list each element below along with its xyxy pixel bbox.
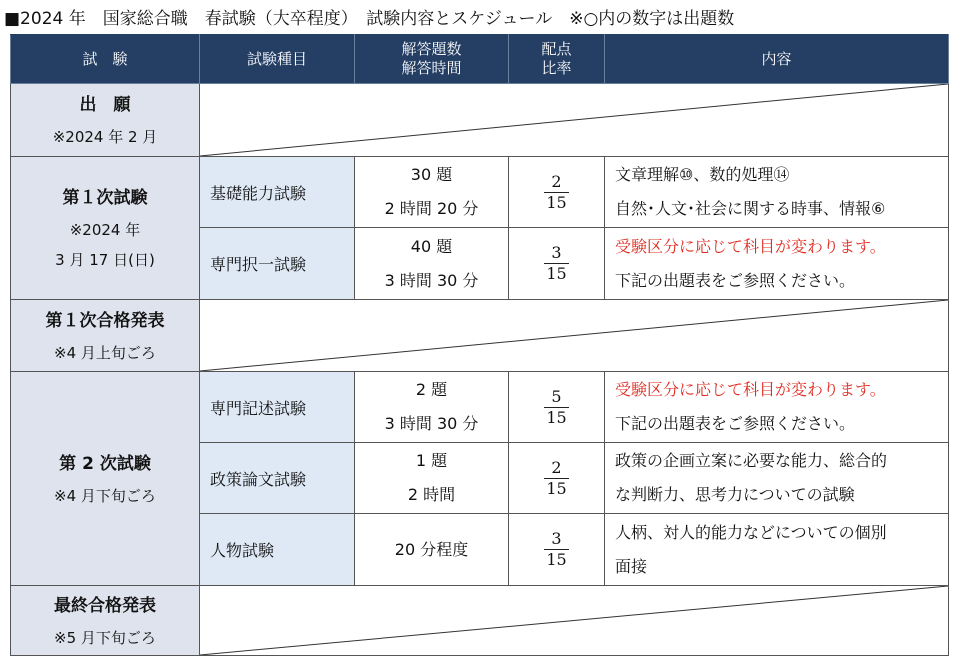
header-row — [11, 35, 949, 84]
header-exam: 試 験 — [11, 35, 200, 84]
blank-cell — [200, 586, 949, 656]
row-first-pass — [11, 300, 949, 372]
row-final-pass — [11, 586, 949, 656]
stage-note: ※4 月上旬ごろ — [54, 343, 156, 362]
blank-cell — [200, 300, 949, 372]
stage-final-pass — [11, 586, 200, 656]
stage-title: 最終合格発表 — [54, 595, 156, 616]
ratio-denominator: 15 — [546, 264, 567, 283]
count-time — [355, 228, 509, 300]
score-ratio — [509, 228, 605, 300]
header-score-2: 比率 — [541, 59, 572, 77]
ratio-numerator: 2 — [551, 457, 562, 477]
stage-first-exam — [11, 157, 200, 300]
answer-time: 2 時間 20 分 — [384, 199, 479, 218]
content-line: 自然･人文･社会に関する時事、情報⑥ — [615, 199, 886, 218]
header-score — [509, 35, 605, 84]
answer-time: 3 時間 30 分 — [384, 414, 479, 433]
content-cell — [605, 228, 949, 300]
stage-title: 第 2 次試験 — [59, 453, 151, 474]
ratio-numerator: 3 — [551, 529, 562, 548]
content-line: 政策の企画立案に必要な能力、総合的 — [615, 451, 888, 470]
answer-time: 3 時間 30 分 — [384, 270, 479, 290]
stage-note: ※2024 年 — [69, 221, 141, 239]
stage-title: 第１次合格発表 — [45, 310, 165, 331]
header-count: 解答題数 — [401, 40, 462, 58]
stage-title: 第１次試験 — [62, 188, 148, 208]
content-line-highlight: 受験区分に応じて科目が変わります。 — [615, 380, 886, 399]
content-line: 下記の出題表をご参照ください。 — [615, 270, 856, 290]
content-line: 人柄、対人的能力などについての個別 — [615, 522, 887, 542]
row-second-exam-1 — [11, 372, 949, 443]
content-line: 文章理解⑩、数的処理⑭ — [615, 165, 790, 184]
header-content: 内容 — [605, 35, 949, 84]
score-ratio — [509, 514, 605, 586]
header-score-1: 配点 — [541, 40, 572, 58]
answer-time: 2 時間 — [407, 485, 456, 504]
ratio-denominator: 15 — [546, 478, 567, 498]
content-cell — [605, 157, 949, 228]
subject-name: 人物試験 — [200, 514, 355, 586]
ratio-denominator: 15 — [546, 550, 567, 569]
exam-schedule-table — [10, 34, 949, 656]
score-ratio — [509, 157, 605, 228]
content-line: な判断力、思考力についての試験 — [615, 485, 855, 504]
diagonal-line — [200, 300, 948, 371]
subject-name: 政策論文試験 — [200, 443, 355, 514]
question-count: 30 題 — [410, 165, 453, 184]
count-time — [355, 514, 509, 586]
row-first-exam-1 — [11, 157, 949, 228]
ratio-numerator: 3 — [551, 243, 562, 262]
count-time — [355, 372, 509, 443]
question-count: 20 分程度 — [394, 539, 469, 559]
subject-name: 専門記述試験 — [200, 372, 355, 443]
content-cell — [605, 514, 949, 586]
stage-first-pass — [11, 300, 200, 372]
stage-second-exam — [11, 372, 200, 586]
ratio-denominator: 15 — [546, 192, 567, 212]
stage-note: ※5 月下旬ごろ — [54, 628, 156, 647]
row-application — [11, 84, 949, 157]
stage-note: 3 月 17 日(日) — [55, 251, 155, 269]
question-count: 40 題 — [410, 236, 453, 256]
count-time — [355, 157, 509, 228]
header-subject: 試験種目 — [200, 35, 355, 84]
ratio-denominator: 15 — [546, 407, 567, 427]
header-time: 解答時間 — [401, 59, 462, 77]
stage-title: 出 願 — [79, 95, 131, 115]
content-line-highlight: 受験区分に応じて科目が変わります。 — [615, 236, 886, 256]
diagonal-line — [200, 84, 948, 156]
blank-cell — [200, 84, 949, 157]
content-cell — [605, 372, 949, 443]
content-line: 面接 — [615, 556, 648, 576]
score-ratio — [509, 372, 605, 443]
count-time — [355, 443, 509, 514]
content-line: 下記の出題表をご参照ください。 — [615, 414, 856, 433]
page-title: ■2024 年 国家総合職 春試験（大卒程度） 試験内容とスケジュール ※○内の数字は出題数 — [4, 9, 735, 29]
ratio-numerator: 5 — [551, 386, 562, 406]
stage-note: ※4 月下旬ごろ — [54, 486, 156, 505]
content-cell — [605, 443, 949, 514]
stage-note: ※2024 年 2 月 — [52, 128, 158, 146]
stage-application — [11, 84, 200, 157]
ratio-numerator: 2 — [551, 171, 562, 191]
score-ratio — [509, 443, 605, 514]
diagonal-line — [200, 586, 948, 655]
subject-name: 専門択一試験 — [200, 228, 355, 300]
question-count: 1 題 — [415, 451, 448, 470]
header-count-time — [355, 35, 509, 84]
question-count: 2 題 — [415, 380, 448, 399]
subject-name: 基礎能力試験 — [200, 157, 355, 228]
